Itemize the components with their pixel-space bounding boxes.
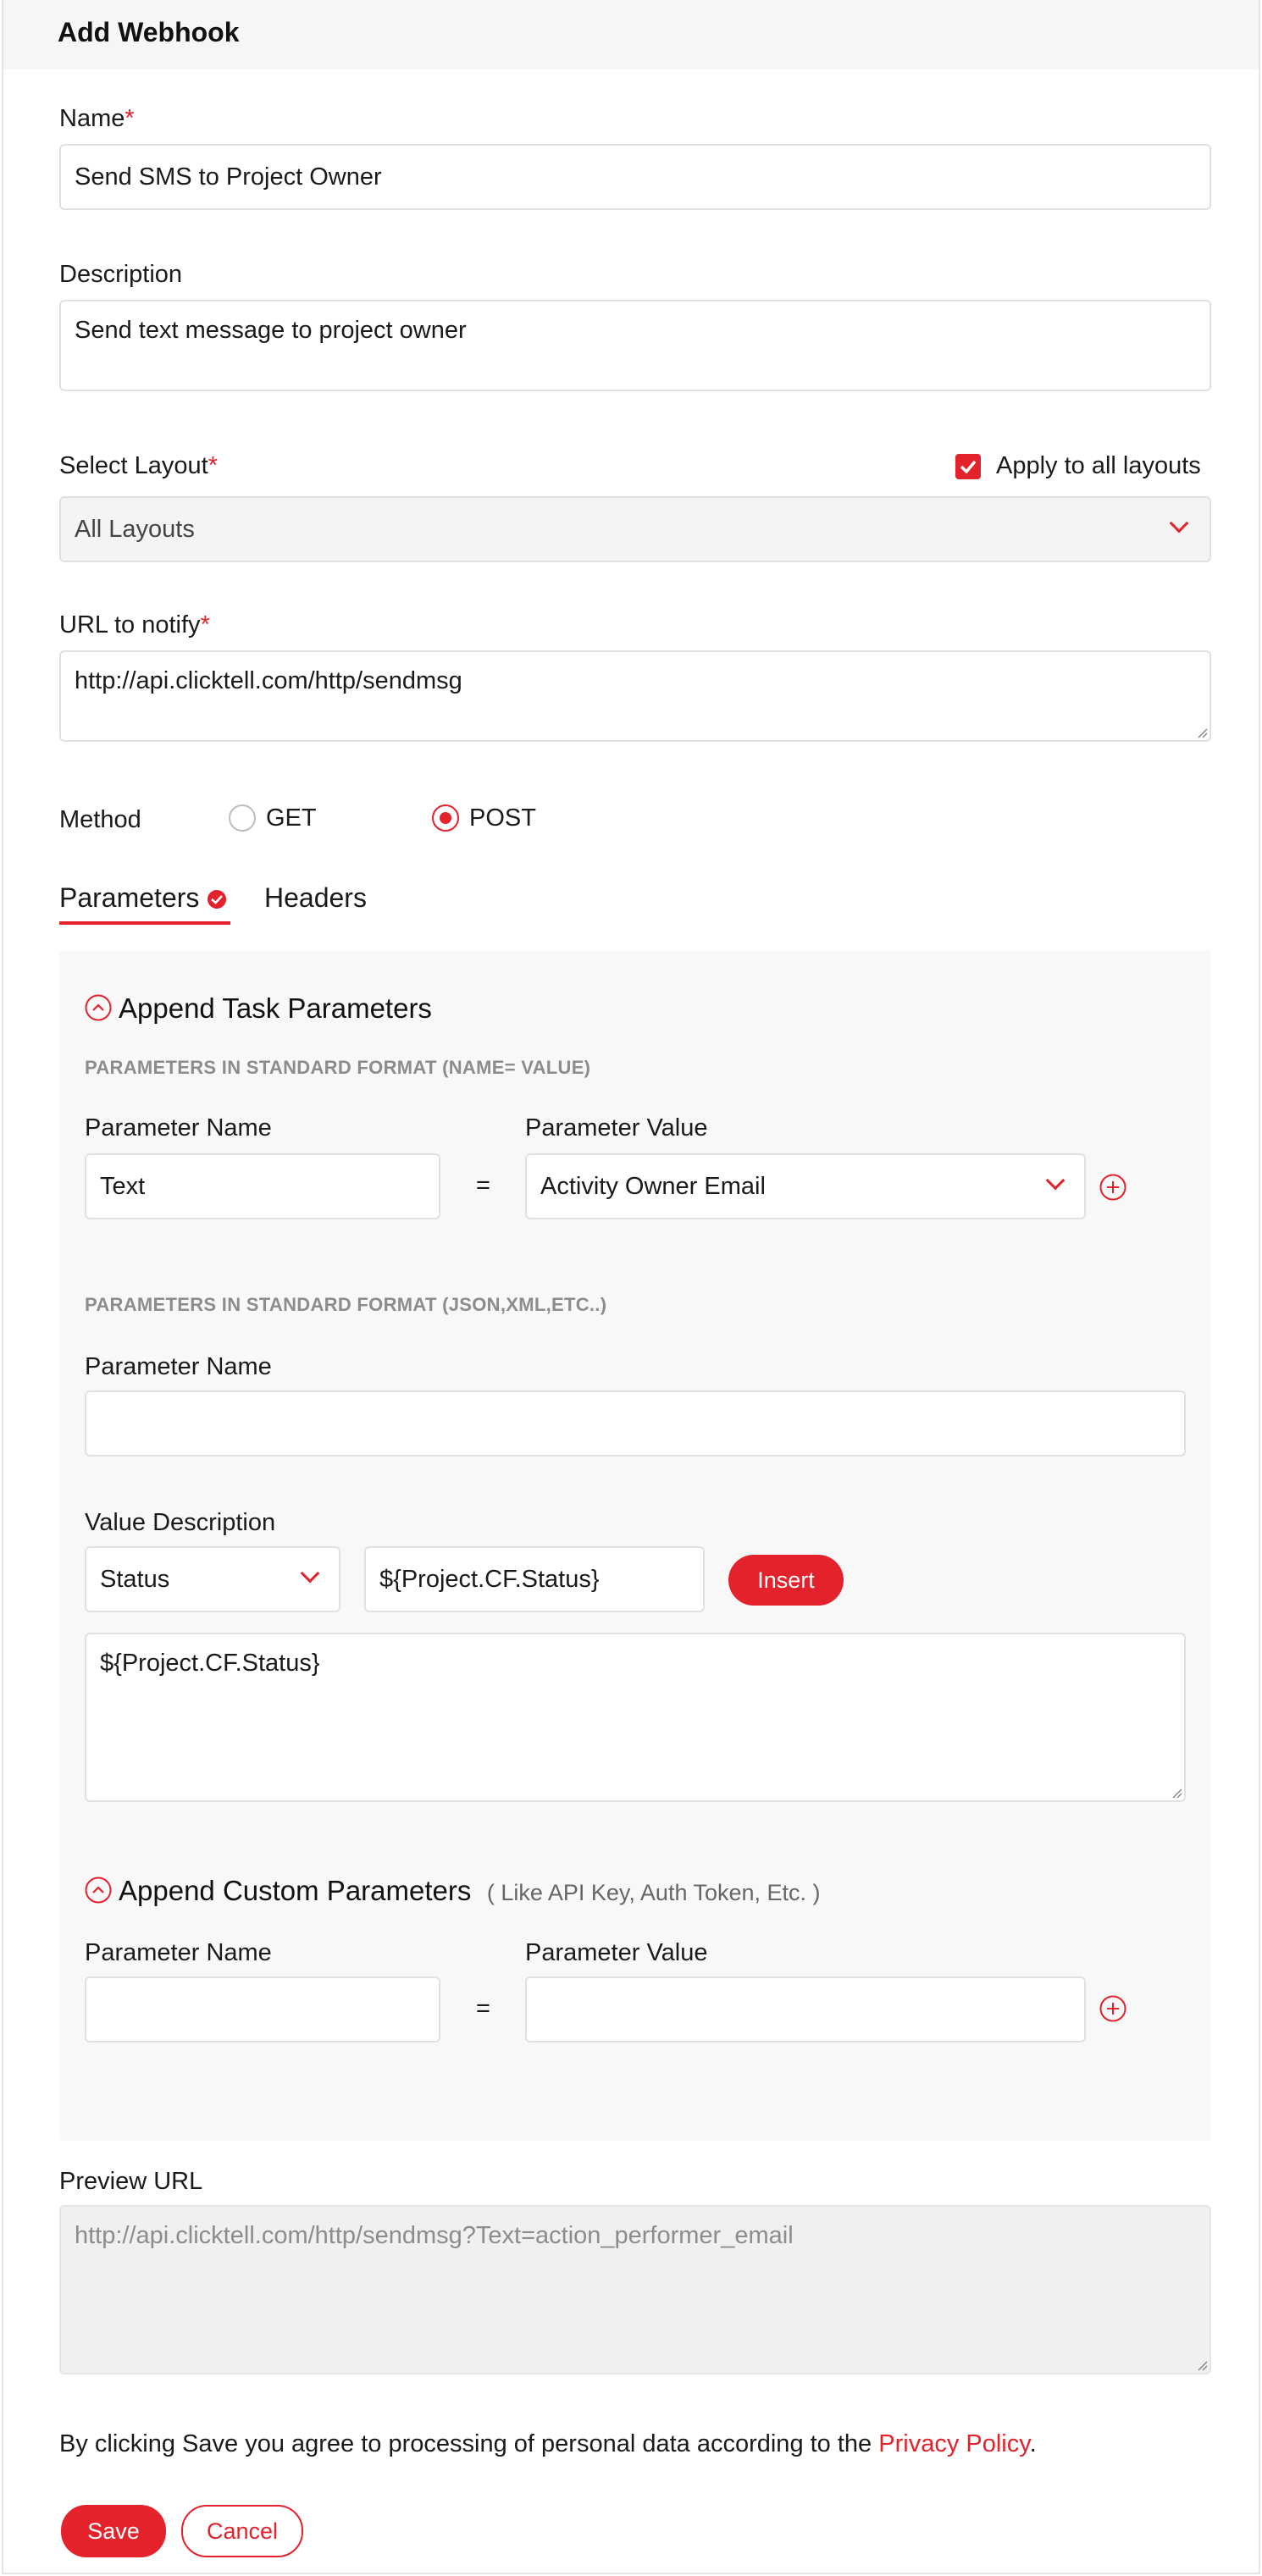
preview-url-textarea xyxy=(59,2205,1211,2374)
method-label: Method xyxy=(59,806,141,833)
json-format-caption: PARAMETERS IN STANDARD FORMAT (JSON,XML,ETC..) xyxy=(85,1294,607,1315)
name-label: Name* xyxy=(59,105,135,132)
custom-param-name-label: Parameter Name xyxy=(85,1939,272,1966)
standard-format-caption: PARAMETERS IN STANDARD FORMAT (NAME= VALUE) xyxy=(85,1057,591,1078)
layout-label: Select Layout* xyxy=(59,452,219,479)
chevron-down-icon xyxy=(1046,1171,1066,1191)
custom-param-name-input[interactable] xyxy=(85,1976,440,2043)
value-description-text: ${Project.CF.Status} xyxy=(100,1650,320,1677)
add-custom-param-icon[interactable] xyxy=(1099,1995,1126,2022)
preview-url-label: Preview URL xyxy=(59,2168,203,2195)
description-value: Send text message to project owner xyxy=(75,317,467,344)
param-value-selected: Activity Owner Email xyxy=(540,1172,766,1200)
chevron-down-icon xyxy=(1170,514,1189,533)
json-param-name-label: Parameter Name xyxy=(85,1353,272,1380)
method-get-radio[interactable] xyxy=(229,804,256,832)
merge-field-input[interactable] xyxy=(364,1546,705,1612)
page-title: Add Webhook xyxy=(58,17,240,47)
custom-params-title: Append Custom Parameters xyxy=(119,1875,472,1906)
layout-selected: All Layouts xyxy=(75,515,195,543)
custom-param-value-label: Parameter Value xyxy=(525,1939,708,1966)
param-value-select[interactable] xyxy=(525,1153,1086,1219)
custom-param-value-input[interactable] xyxy=(525,1976,1086,2043)
check-icon xyxy=(955,454,981,479)
json-param-name-input[interactable] xyxy=(85,1390,1186,1457)
description-textarea[interactable] xyxy=(59,300,1211,391)
apply-all-label: Apply to all layouts xyxy=(996,452,1201,479)
apply-all-checkbox[interactable] xyxy=(955,454,981,479)
url-label: URL to notify* xyxy=(59,611,210,638)
chevron-down-icon xyxy=(301,1564,320,1584)
tab-parameters-label: Parameters xyxy=(59,882,200,913)
value-description-label: Value Description xyxy=(85,1509,276,1536)
custom-params-hint: ( Like API Key, Auth Token, Etc. ) xyxy=(486,1880,821,1905)
value-field-selected: Status xyxy=(100,1565,170,1593)
param-name-value: Text xyxy=(100,1172,146,1200)
name-input[interactable] xyxy=(59,144,1211,210)
save-button[interactable]: Save xyxy=(61,2505,166,2557)
param-name-input[interactable] xyxy=(85,1153,440,1219)
task-params-title: Append Task Parameters xyxy=(119,992,432,1024)
name-value: Send SMS to Project Owner xyxy=(75,163,382,191)
url-value: http://api.clicktell.com/http/sendmsg xyxy=(75,667,462,694)
description-label: Description xyxy=(59,261,183,288)
value-description-textarea[interactable] xyxy=(85,1633,1186,1802)
equals-sign: = xyxy=(476,1995,490,2022)
consent-text: By clicking Save you agree to processing of personal data according to the Privacy Policy. xyxy=(59,2430,1037,2457)
param-value-label: Parameter Value xyxy=(525,1114,708,1142)
collapse-icon[interactable] xyxy=(85,994,112,1021)
method-post-radio[interactable] xyxy=(432,804,459,832)
merge-field-value: ${Project.CF.Status} xyxy=(379,1565,600,1593)
insert-button[interactable]: Insert xyxy=(728,1555,844,1606)
resize-handle-icon[interactable] xyxy=(1171,1787,1182,1799)
resize-handle-icon[interactable] xyxy=(1196,727,1208,738)
cancel-button[interactable]: Cancel xyxy=(181,2505,303,2557)
layout-select[interactable] xyxy=(59,496,1211,562)
url-textarea[interactable] xyxy=(59,650,1211,742)
value-field-select[interactable] xyxy=(85,1546,340,1612)
tab-active-indicator xyxy=(59,921,230,925)
check-circle-icon xyxy=(207,889,227,909)
resize-handle-icon[interactable] xyxy=(1196,2359,1208,2371)
equals-sign: = xyxy=(476,1172,490,1199)
method-get-label: GET xyxy=(266,804,317,832)
method-post-label: POST xyxy=(469,804,536,832)
collapse-icon[interactable] xyxy=(85,1877,112,1904)
tab-headers[interactable]: Headers xyxy=(264,882,367,913)
custom-params-header xyxy=(119,1875,821,1907)
add-param-icon[interactable] xyxy=(1099,1174,1126,1201)
param-name-label: Parameter Name xyxy=(85,1114,272,1142)
preview-url-value: http://api.clicktell.com/http/sendmsg?Text=action_performer_email xyxy=(75,2222,794,2249)
privacy-policy-link[interactable]: Privacy Policy xyxy=(878,2430,1030,2457)
tab-parameters[interactable] xyxy=(59,882,227,914)
